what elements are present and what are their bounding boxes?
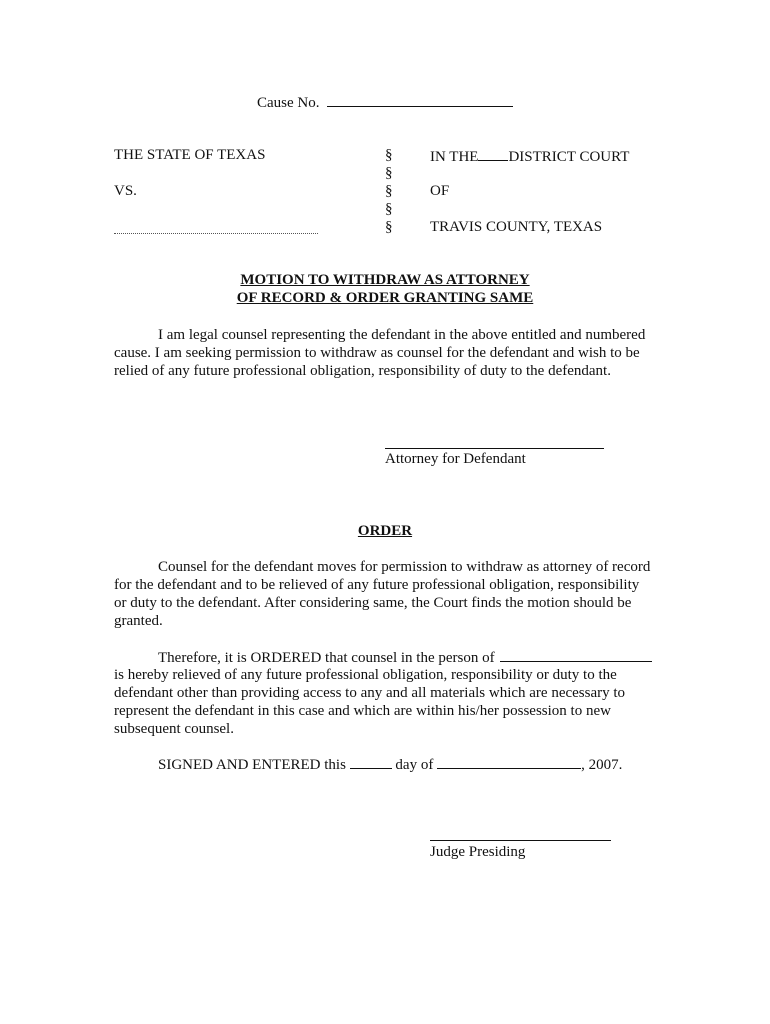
order-paragraph-2-rest: is hereby relieved of any future professional obligation, responsibility or duty to the defendant other than providing access to any and all materials which are necessary to represent the defendant in this case and which are within his/her possession to new subsequent counsel. [114,667,626,737]
signed-day-field[interactable] [350,755,392,769]
section-mark: § [385,183,393,199]
court-prefix: IN THE [430,149,479,165]
judge-signature-label: Judge Presiding [430,844,526,860]
motion-title-line2: OF RECORD & ORDER GRANTING SAME [236,290,534,306]
caption-county: TRAVIS COUNTY, TEXAS [430,219,603,235]
attorney-signature-label: Attorney for Defendant [385,451,526,467]
caption-vs: VS. [114,183,137,199]
district-number-field[interactable] [478,147,508,161]
signed-day-of: day of [395,757,434,773]
judge-signature-line[interactable] [430,840,611,841]
section-mark: § [385,219,393,235]
cause-number-label: Cause No. [257,95,320,111]
signed-prefix: SIGNED AND ENTERED this [158,757,346,773]
order-paragraph-1: Counsel for the defendant moves for permission to withdraw as attorney of record for the defendant and to be relieved of any future professional obligation, responsibility or duty to the defendant. After considering same, the Court finds the motion should be granted. [114,559,651,629]
caption-of: OF [430,183,450,199]
attorney-signature-line[interactable] [385,448,604,449]
court-suffix: DISTRICT COURT [508,149,630,165]
signed-entered-line [158,755,622,774]
order-paragraph-2-first-line [158,648,652,667]
counsel-name-field[interactable] [500,648,652,662]
motion-body: I am legal counsel representing the defendant in the above entitled and numbered cause. I am seeking permission to withdraw as counsel for the defendant and wish to be relied of any future professional obligation, responsibility of duty to the defendant. [114,327,646,379]
order-title: ORDER [357,523,413,539]
caption-court [430,147,629,166]
caption-state: THE STATE OF TEXAS [114,147,266,163]
ordered-text: Therefore, it is ORDERED that counsel in the person of [158,650,495,666]
signed-month-field[interactable] [437,755,581,769]
section-mark: § [385,201,393,217]
motion-title-line1: MOTION TO WITHDRAW AS ATTORNEY [240,272,530,288]
defendant-name-field[interactable] [114,233,318,234]
section-mark: § [385,165,393,181]
cause-number-field[interactable] [327,93,513,107]
section-mark: § [385,147,393,163]
signed-year: , 2007. [581,757,623,773]
cause-number-line [257,93,513,112]
